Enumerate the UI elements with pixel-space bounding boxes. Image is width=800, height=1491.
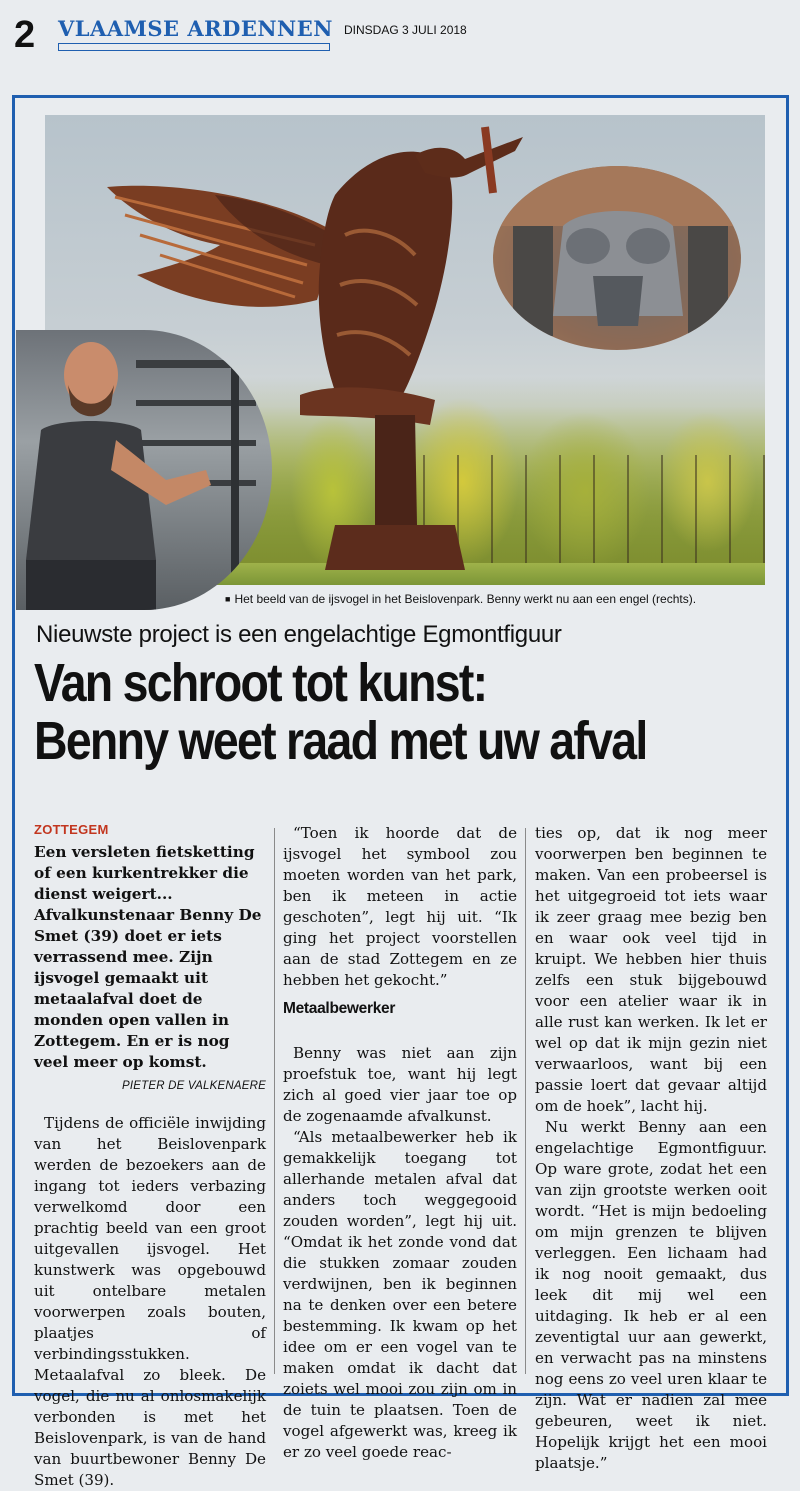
paragraph-5: ties op, dat ik nog meer voorwerpen ben beginnen te maken. Van een probeersel is het uitgegroeid tot iets waar ik zeer graag mee bezig ben en waar ook veel tijd in kruipt. We hebben hier thuis zelfs een stuk bijgebouwd voor een atelier waar ik in alle rust kan werken. Ik let er wel op dat ik mijn gezin niet verwaarloos, want bij een passie loert dat gevaar altijd om de hoek”, lacht hij. <box>535 824 767 1115</box>
subhead: Metaalbewerker <box>283 1000 396 1017</box>
paragraph-1: Tijdens de officiële inwijding van het Beislovenpark werden de bezoekers aan de ingang tot ieders verbazing verwelkomd door een prachtig beeld van een groot uitgevallen ijsvogel. Het kunstwerk was opgebouwd uit ontelbare metalen voorwerpen zoals bouten, plaatjes of verbindingsstukken. Metaalafval zo bleek. De vogel, die nu al onlosmakelijk verbonden is met het Beislovenpark, is van de hand van buurtbewoner Benny De Smet (39). <box>34 1113 266 1489</box>
kicker: Nieuwste project is een engelachtige Egmontfiguur <box>36 621 562 648</box>
workshop-portrait <box>16 330 272 610</box>
paragraph-2: “Toen ik hoorde dat de ijsvogel het symbool zou moeten worden van het park, ben ik meteen in actie geschoten”, legt hij uit. “Ik ging het project voorstellen aan de stad Zottegem en ze hebben het gekocht.” <box>283 824 517 989</box>
column-2 <box>283 823 517 1463</box>
photo-caption: ■ Het beeld van de ijsvogel in het Beislovenpark. Benny werkt nu aan een engel (rechts). <box>225 592 696 606</box>
column-1 <box>34 823 266 1491</box>
column-3 <box>535 823 767 1474</box>
paragraph-6: Nu werkt Benny aan een engelachtige Egmontfiguur. Op ware grote, zodat het een van zijn grootste werken ooit wordt. “Het is mijn bedoeling om mijn grenzen te blijven verleggen. Een lichaam had ik nog nooit gemaakt, dus leek dit mij wel een uitdaging. Ik heb er al een zeventigtal uur aan gewerkt, en verwacht pas na minstens nog eens zo veel uren klaar te zijn. Wat er nadien zal mee gebeuren, weet ik niet. Hopelijk krijgt het een mooi plaatsje.” <box>535 1118 767 1472</box>
portrait-photo <box>16 330 272 610</box>
paragraph-4: “Als metaalbewerker heb ik gemakkelijk toegang tot allerhande metalen afval dat anders toch weggegooid zouden worden”, legt hij uit. “Omdat ik het zonde vond dat die stukken zomaar zouden verdwijnen, ben ik beginnen na te denken over een betere bestemming. Ik kwam op het idee om er een vogel van te maken omdat ik dacht dat zoiets wel mooi zou zijn om in de tuin te plaatsen. Toen de vogel afgewerkt was, kreeg ik er zo veel goede reac- <box>283 1127 517 1461</box>
placeline: ZOTTEGEM <box>34 822 109 837</box>
paragraph-3: Benny was niet aan zijn proefstuk toe, want hij legt zich al goed vier jaar toe op de zogenaamde afvalkunst. <box>283 1043 517 1125</box>
headline-line-2: Benny weet raad met uw afval <box>34 711 647 772</box>
date: DINSDAG 3 JULI 2018 <box>344 23 467 37</box>
section-rule <box>58 43 330 51</box>
intro: Een versleten fietsketting of een kurkentrekker die dienst weigert... Afvalkunstenaar Benny De Smet (39) doet er iets verrassend mee. Zijn ijsvogel gemaakt uit metaalafval doet de monden open vallen in Zottegem. En er is nog veel meer op komst. <box>34 843 262 1071</box>
headline <box>34 654 670 771</box>
byline: PIETER DE VALKENAERE <box>122 1080 266 1092</box>
column-divider <box>274 828 275 1374</box>
section-title: VLAAMSE ARDENNEN <box>58 16 333 41</box>
angel-figure <box>493 166 741 350</box>
column-divider <box>525 828 526 1374</box>
page-number: 2 <box>14 14 36 56</box>
headline-line-1: Van schroot tot kunst: <box>34 653 487 713</box>
angel-figure-photo <box>493 166 741 350</box>
